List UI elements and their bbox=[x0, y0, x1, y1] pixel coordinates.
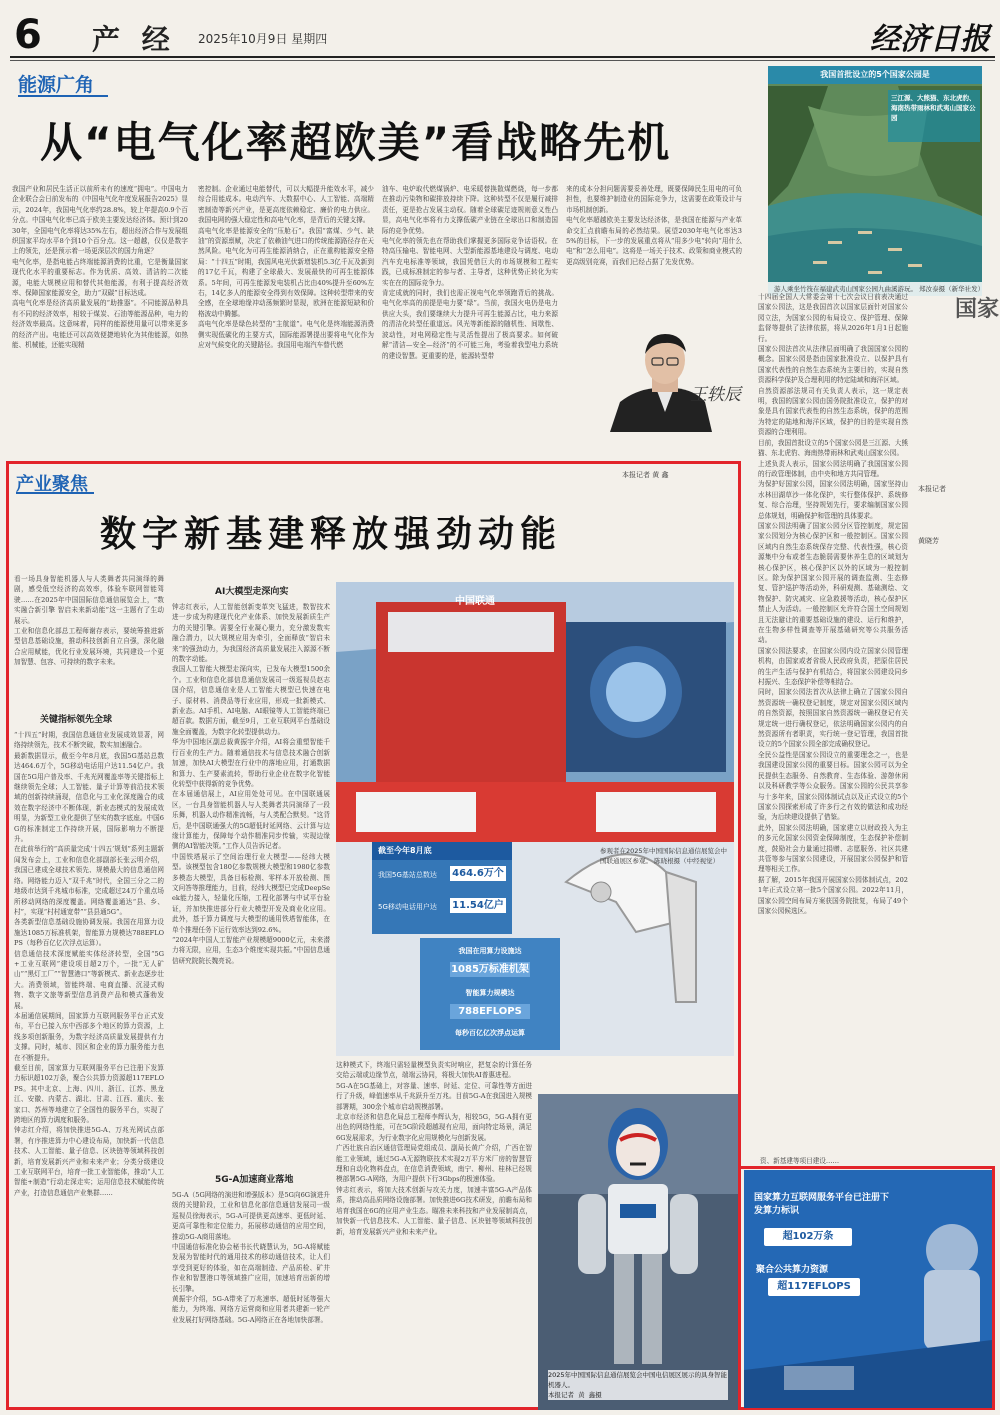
compute-label-1: 我国在用算力设施达 bbox=[458, 947, 522, 955]
energy-column-4: 来的成本分担问题需要妥善处理，既要保障民生用电的可负担性，也要维护制造业的国际竞争力，这需要在政策设计与市场机制创新。 电气化率超越欧美主要发达经济体，是我国在能源与产业革命交汇点前瞻布局的必然结果。展望2030年电气化率达35%的目标，下一步的发展重点将从“用多少电”转向“用什么电”和“怎么用电”。这将是一场关于技术、政策和商业模式的更高级别竞赛，而我们已经占据了先发优势。 bbox=[566, 185, 742, 266]
feature-reporter: 本报记者 黄 鑫 bbox=[622, 471, 669, 479]
compute-value-2: 788EFLOPS bbox=[450, 1004, 530, 1019]
feature-col1-intro: 看一场具身智能机器人与人类舞者共同演绎的舞剧，感受低空经济的高效率，体验车联网智能驾驶……在2025年中国国际信息通信展览会上，“数实融合新引擎 智启未来新动能”这一主题有了生动展示。 工业和信息化部总工程师谢存表示，要统筹推进新型信息基础设施，推动科技创新自立自强，深化融合应用赋能，优化行业发展环境，共同建设一个更加智慧、包容、可持续的数字未来。 bbox=[14, 575, 164, 667]
compute-panel bbox=[420, 938, 560, 1050]
column-label-underline bbox=[18, 95, 108, 97]
platform-value-2: 超117EFLOPS bbox=[768, 1278, 860, 1296]
platform-title: 国家算力互联网服务平台已注册下发算力标识 bbox=[754, 1193, 890, 1216]
national-park-photo bbox=[768, 66, 982, 296]
platform-value-1: 超102万条 bbox=[764, 1228, 852, 1246]
stat-value-5g-users: 11.54亿户 bbox=[450, 898, 506, 913]
author-portrait bbox=[590, 322, 740, 432]
feature-col1-body: “十四五”时期，我国信息通信业发展成效显著，网络持续领先，技术不断突破，数实加速融合。 最新数据显示，截至今年8月底，我国5G基站总数达464.6万个，5G移动电话用户达11.54亿户。我国在5G用户普及率、千兆光网覆盖率等关键指标上继续领先全球；人工智能、量子计算等前沿技术领域的创新持续涌现，信息化与工业化深度融合的成效在数字经济中不断体现，新业态模式的发展成效明显，为新型工业化提供了坚实的数字底座。中国6G的标准制定工作持续开展，国际影响力不断提升。 在此前举行的“高质量完成‘十四五’规划”系列主题新闻发布会上，工业和信息化部副部长张云明介绍，我国已建成全球技术领先、规模最大的信息通信网络。网络能力迈入“双千兆”时代，全国三分之二的地级市达到千兆城市标准，完成超过24万个重点场所移动网络的深度覆盖。网络覆盖通达“县、乡、村”，实现“村村通宽带”“县县通5G”。 各类新型信息基础设施协调发展。我国在用算力设施达1085万标准机架，智能算力规模达788EFLOPS（每秒百亿亿次浮点运算）。 信息通信技术深度赋能实体经济转型，全国“5G+工业互联网”建设项目超2万个，一批“无人矿山”“黑灯工厂”“智慧港口”等新模式、新业态逐步壮大。消费领域，智能终端、电商直播、沉浸式购物、数字文旅等新型信息消费产品和模式蓬勃发展。 本届通信展期间，国家算力互联网服务平台正式发布，平台已接入东中西部多个地区的算力资源，上线多项创新服务，为数字经济高质量发展提供有力支撑。同时，城市、园区和企业的算力服务能力也在不断提升。 截至目前，国家算力互联网服务平台已注册下发算力标识超102万条，聚合公共算力资源超117EFLOPS。其中北京、上海、四川、浙江、江苏、黑龙江、安徽、内蒙古、湖北、甘肃、江西、重庆、张家口、苏州等地建立了全国性的服务平台，实现了跨地区的算力调度和服务。 钟志红介绍，将加快推进5G-A、万兆光网试点部署，有序推进算力中心建设布局，加快新一代信息技术、人工智能、量子信息、区块链等领域科技创新，培育发展新兴产业和未来产业；分类分级建设工业互联网平台，培育一批工业智能体，推动“人工智能+制造”行动走深走实；运用信息技术赋能传统产业，打造信息通信产业集群…… bbox=[14, 731, 164, 1197]
masthead-rule-thin bbox=[10, 60, 995, 61]
feature-col3-body: 这种模式下，终端只需轻量模型负责实时响应，把复杂的计算任务交给云端或边缘节点，端端云协同，将极大加快AI普惠进程。 5G-A在5G基础上，对容量、速率、时延、定位、可靠性等方面进行了升级，峰值速率从千兆跃升至万兆。目前5G-A在我国进入规模部署期，300余个城市启动规模部署。 北京市经济和信息化局总工程师李辉认为，相较5G，5G-A拥有更出色的网络性能，可在5G阶段超越现有应用，面向特定场景，满足6G发展需求，为行业数字化应用规模化与创新发展。 广西壮族自治区通信管理局党组成员、副局长黄广介绍，广西在智能工业领域，通过5G-A无源物联技术实现2万平方米厂房的智慧管理和自动化物料盘点，在信息消费领域，南宁、柳州、桂林已经规模部署5G-A网络，为用户提供下行3Gbps的极速体验。 钟志红表示，将加大技术创新与攻关力度，加速丰富5G-A产品体系，推动高品质网络设施部署。加快推进6G技术研发，前瞻布局和培育我国在6G的应用产业生态。瞄准未来科技和产业发展制高点，加快新一代信息技术、人工智能、量子信息、区块链等领域科技创新，培育发展新兴产业和未来产业。 bbox=[336, 1061, 532, 1236]
energy-headline: 从“电气化率超欧美”看战略先机 bbox=[40, 118, 672, 167]
headline-fragment: 国家 bbox=[955, 297, 1000, 322]
issue-date: 2025年10月9日 星期四 bbox=[198, 32, 328, 46]
park-photo-inset: 三江源、大熊猫、东北虎豹、海南热带雨林和武夷山国家公园 bbox=[888, 90, 980, 142]
stats-title: 截至今年8月底 bbox=[372, 842, 512, 860]
energy-column-2: 密控制。企业通过电能替代，可以大幅提升能效水平，减少综合用能成本。电动汽车、大数据中心、人工智能、高端精密制造等新兴产业，是更高度依赖稳定、廉价的电力供应。我国电网的强大稳定性和高电气化率，是背后的关键支撑。 高电气化率是能源安全的“压舱石”。我国“富煤、少气、缺油”的资源禀赋，决定了依赖油气进口的传统能源路径存在天然风险。电气化为可再生能源消纳合，正在重构能源安全格局：“十四五”时期，我国风电光伏新增装机5.3亿千瓦及新到的17亿千瓦，构建了全球最大、发展最快的可再生能源体系。5年间，可再生能源发电装机占比由40%提升至60%左右，14亿多人的能源安全得到有效保障。这种转型带来的安全感，在全球地缘冲动荡频繁时显现，欧洲在能源短缺和价格波动中腾挪。 高电气化率是绿色转型的“主航道”。电气化是终端能源消费侧实现低碳化的主要方式，国际能源署提出要将电气化作为应对气候变化的关键路径。我国用电端汽车替代燃 bbox=[198, 185, 374, 350]
paper-logo: 经济日报 bbox=[870, 22, 990, 57]
reporter-label: 本报记者 bbox=[918, 485, 946, 493]
column-label-underline bbox=[16, 492, 94, 494]
stat-label-5g-users: 5G移动电话用户达 bbox=[378, 903, 437, 911]
park-photo-caption: 游人乘坐竹筏在福建武夷山国家公园九曲溪游玩。 郑汝泰摄（新华社发） bbox=[768, 282, 982, 296]
photo-sign-text: 中国联通 bbox=[455, 596, 495, 607]
feature-col2-body: 钟志红表示，人工智能创新变革突飞猛进，数智技术进一步成为构建现代化产业体系、加快发展新质生产力的关键引擎。需要全行业凝心聚力，充分激发数实融合潜力，以大规模应用为牵引，全面释放“智启未来”的强劲动力，为我国经济高质量发展注入源源不断的数字动能。 我国人工智能大模型走深向实，已发布大模型1500余个。工业和信息化部信息通信发展司一级巡视员赵志国介绍，信息通信业是人工智能大模型已快速在电子、原材料、消费品等行业应用，形成一批新模式、新业态。AI手机、AI电脑、AI眼镜等人工智能终端已超百款。数据方面，截至9月，工业互联网平台基础设施全面覆盖，为数字化转型提供动力。 华为中国地区副总裁黄振宇介绍，AI将会重塑智能千行百业的生产力。随着通信技术与信息技术融合创新加速，加快AI大模型在行业中的落地应用，打通数据和算力、生产要素流转，帮助行业企业在数字化智能化转型中获得新的竞争优势。 在本届通信展上，AI应用处处可见。在中国联通展区，一台具身智能机器人与人类舞者共同演绎了一段乐舞，机器人动作精准流畅，与人类配合默契。“这背后，是中国联通强大的5G超低时延网络、云计算与边缘计算能力，保障每个动作精准同步传输，实现边缘侧的AI智能决策。”工作人员告诉记者。 中国铁塔展示了空间治理行业大模型——经纬大模型。该模型包含180亿参数规模大模型和1980亿参数多模态大模型，具备目标检测、零样本开放检测、图文问答等推理能力，目前，经纬大模型已完成DeepSeek能力接入，轻量化压缩，工程化部署与中试平台验证，并加快推进部分行业大模型开发及商业化应用。此外，基于算力调度与大模型的通用铁塔智能体，在单个推理任务下运行效率达到92.6%。 “2024年中国人工智能产业规模超9000亿元，未来潜力将无限，应用，生态3个维度实现共振。”中国信息通信研究院院长魏亮说。 bbox=[172, 603, 330, 965]
energy-column-3: 油车、电炉取代燃煤锅炉、电采暖替换散煤燃烧，每一步都在推动污染物和碳排放持续下降。这种转型不仅是履行减排责任，更是抢占发展主动权。随着全球碳足迹规则意义性凸显，高电气化率将有力支撑低碳产业链在全球出口和制造国际的竞争优势。 电气化率的领先也在帮助我们掌握更多国际竞争话语权。在特高压输电、智能电网、大型新能源基地建设与调度、电动汽车充电标准等领域，我国凭借巨大的市场规模和工程实践，已成标准制定的参与者、主导者，这种优势正转化为实实在在的国际竞争力。 肯定成就的同时，我们也需正视电气化率领跑背后的挑战。电气化率高的前提是电力要“绿”。当前，我国火电仍是电力供应大头，我们要继续大力提升可再生能源占比，电力来源的清洁化转型任重道远。风光等新能源的随机性、间歇性、波动性，对电网稳定性与灵活性提出了极高要求。如何破解“清洁—安全—经济”的不可能三角，考验着我型电力系统的建设智慧。更重要的是，能源转型带 bbox=[382, 185, 558, 360]
park-photo-header: 我国首批设立的5个国家公园是 bbox=[768, 66, 982, 84]
telecom-photo-caption: 参观者在2025年中国国际信息通信展览会中国联通展区参观。 陈晓根摄（中经视觉） bbox=[600, 847, 728, 865]
park-article-column: 十四届全国人大常委会第十七次会议日前表决通过国家公园法，这是我国首次以国家层面针对国家公园立法，为国家公园的布局设立、保护管理、保障监督等提供了法律依据，将从2026年1月1日起施行。 国家公园法首次从法律层面明确了我国国家公园的概念。国家公园是指由国家批准设立、以保护具有国家代表性的自然生态系统为主要目的，实现自然资源科学保护及合理利用的特定陆域和海洋区域。 自然资源部法规司有关负责人表示，这一规定表明，我国的国家公园由国务院批准设立，保护的对象是具有国家代表性的自然生态系统，保护的范围为特定的陆地和海洋区域，保护的目的是实现自然资源的合理利用。 目前，我国首批设立的5个国家公园是三江源、大熊猫、东北虎豹、海南热带雨林和武夷山国家公园。 上述负责人表示，国家公园法明确了我国国家公园的行政管理体制，由中央和地方共同管理。 为保护好国家公园，国家公园法明确，国家坚持山水林田湖草沙一体化保护，实行整体保护、系统修复、综合治理，坚持规划先行，要求编制国家公园总体规划，明确保护和管理的具体要求。 国家公园法明确了国家公园分区管控制度，规定国家公园划分为核心保护区和一般控制区。国家公园区域内自然生态系统保存完整、代表性强，核心资源集中分布或者生态脆弱需要休养生息的区域划为核心保护区，核心保护区以外的区域为一般控制区。除为保护国家公园开展的调查监测、生态修复、管护巡护等活动外，科研观测、基础测绘、文物保护、防灾减灾、应急救援等活动，核心保护区禁止人为活动。一般控制区允许符合国土空间规划且无法避让的重要基础设施的建设、运行和维护，在生物多样性调查等开展基础研究等公共服务活动。 国家公园法要求，在国家公园内设立国家公园管理机构，由国家或者省级人民政府负责，把原住居民的生产生活与保护有机结合，将国家公园建设同乡村振兴、生态保护补偿等相结合。 同时，国家公园法首次从法律上确立了国家公园自然资源统一确权登记制度，规定对国家公园区域内的自然资源，按照国家自然资源统一确权登记有关规定统一进行确权登记，依法明确国家公园内的自然资源所有者职责，实行统一登记管理，我国首批设立的5个国家公园全部完成确权登记。 全民公益性是国家公园设立的重要理念之一，也是我国建设国家公园的重要目标。国家公园可以为全民提供生态服务、自然教育、生态体验、游憩休闲以及科研教学等公众服务。国家公园的公民共享参与十多年来，国家公园体制试点以及正式设立的5个国家公园探索形成了许多行之有效的做法和成功经验，为后续建设提供了借鉴。 此外，国家公园法明确，国家建立以财政投入为主的多元化国家公园资金保障制度，生态保护补偿制度，鼓励社会力量通过捐赠、志愿服务、社区共建共管等参与国家公园建设，开展国家公园保护和管理等相关工作。 据了解，2015年我国开展国家公园体制试点，2021年正式设立第一批5个国家公园。2022年11月，国家公园空间布局方案获国务院批复，布局了49个国家公园候选区。 bbox=[758, 293, 908, 915]
reporter-name: 黄晓芳 bbox=[918, 537, 939, 545]
masthead-rule bbox=[10, 56, 995, 58]
stat-label-base-stations: 我国5G基站总数达 bbox=[378, 871, 437, 879]
stat-value-base-stations: 464.6万个 bbox=[450, 866, 506, 881]
park-article-lower-fragment: 资、新基建等项目建设…… bbox=[760, 1157, 840, 1165]
section-name: 产 经 bbox=[92, 23, 176, 56]
feature-subhead-1: 关键指标领先全球 bbox=[40, 715, 113, 725]
robot-photo-caption: 2025年中国国际信息通信展览会中国电信展区展示的具身智能机器人。 本报记者 黄 鑫摄 bbox=[548, 1371, 728, 1399]
platform-panel bbox=[744, 1170, 992, 1408]
feature-subhead-2: AI大模型走深向实 bbox=[215, 587, 289, 597]
stats-panel bbox=[372, 842, 512, 934]
platform-label-2: 聚合公共算力资源 bbox=[756, 1265, 829, 1275]
robot-photo bbox=[538, 1094, 738, 1410]
feature-headline: 数字新基建释放强劲动能 bbox=[100, 513, 563, 555]
page-number: 6 bbox=[14, 12, 42, 58]
column-label-industry: 产业聚焦 bbox=[16, 474, 88, 495]
energy-column-1: 我国产业和居民生活正以前所未有的速度“拥电”。中国电力企业联合会日前发布的《中国电气化年度发展报告2025》显示，2024年，我国电气化率约28.8%，较上年提高0.9个百分点。中国电气化率已高于欧美主要发达经济体。预计到2030年，全国电气化率将达35%左右，超出经济合作与发展组织国家平均水平8个到10个百分点。这一超越，仅仅是数字上的领先，还是预示着一场更深层次的国力角逐？ 电气化率，是指电能占终端能源消费的比重，它是衡量国家现代化水平的重要标志。作为优质、高效、清洁的二次能源，电能大规模应用和替代其他能源，有利于提高经济效率、保障国家能源安全，助力“双碳”目标达成。 高电气化率是经济高质量发展的“助推器”。不同能源品种具有不同的经济效率，相较于煤炭、石油等能源品种，电力的经济效率最高。这意味着，同样的能源使用量可以带来更多的经济产出。电能还可以高效便捷地转化为其他能源，如热能、机械能，还能实现精 bbox=[12, 185, 188, 350]
compute-label-3: 每秒百亿亿次浮点运算 bbox=[455, 1029, 525, 1037]
feature-col2b-body: 5G-A（5G网络的演进和增强版本）是5G向6G演进升级的关键阶段，工业和信息化部信息通信发展司一级巡视员徐海表示，5G-A可提供更高速率、更低时延、更高可靠性和定位能力，拓展移动通信的应用空间，推动5G-A商用落地。 中国通信标准化协会秘书长代晓慧认为，5G-A将赋能发展为智能时代的通用技术的移动通信技术，让人们享受到更好的体验，如在高端制造、产品质检、矿井作业和智慧港口等领域推广应用，加速培育出新的增长引擎。 黄振宇介绍，5G-A带来了万兆速率、超低时延等强大能力，为终端、网络方运营商和应用者共建新一轮产业发展打好网络基础。5G-A网络正在各地加快部署。 bbox=[172, 1191, 330, 1324]
column-label-energy: 能源广角 bbox=[18, 74, 95, 96]
compute-value-1: 1085万标准机架 bbox=[451, 964, 529, 975]
compute-label-2: 智能算力规模达 bbox=[465, 989, 515, 997]
author-signature: 王轶辰 bbox=[690, 385, 741, 405]
feature-subhead-3: 5G-A加速商业落地 bbox=[215, 1175, 294, 1185]
